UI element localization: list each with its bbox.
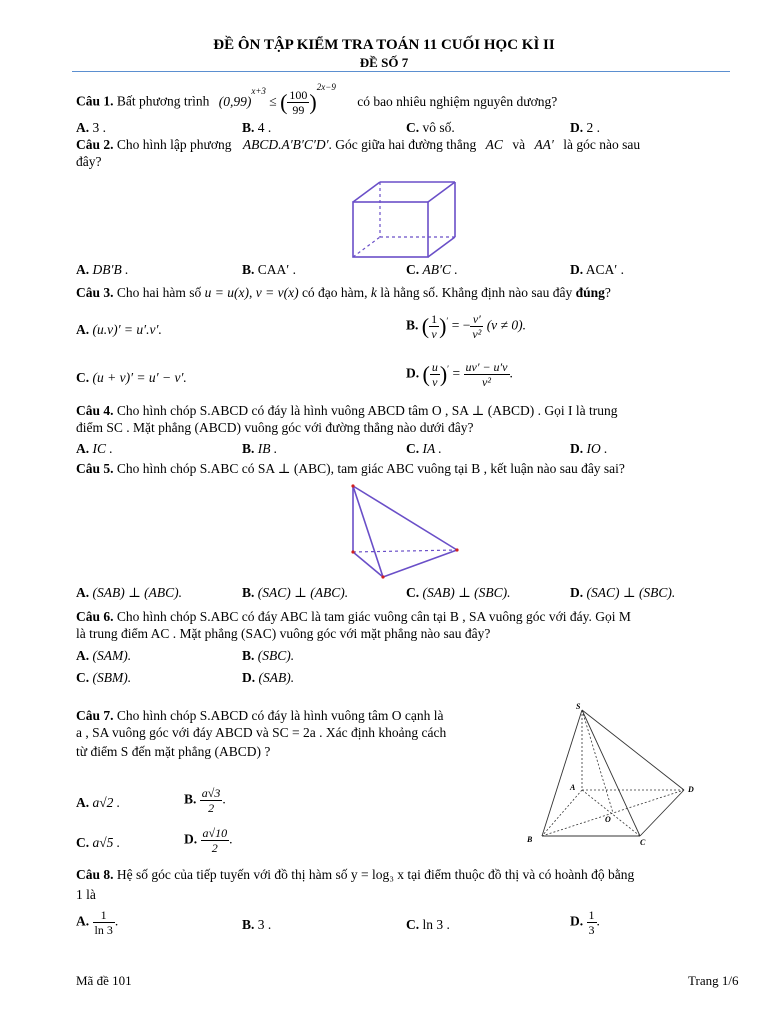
- q8-option-c[interactable]: C. ln 3 .: [406, 917, 450, 932]
- q2-option-a[interactable]: A. DB′B .: [76, 262, 129, 277]
- q2-option-b[interactable]: B. CAA′ .: [242, 262, 296, 277]
- question-6-cont: là trung điểm AC . Mặt phẳng (SAC) vuông góc với mặt phẳng nào sau đây?: [76, 626, 491, 641]
- question-1: Câu 1. Bất phương trình $(0,99)^{x+3}$ ≤ ( $\frac{100}{99}$ )$^{2x-9}$ có bao nhiêu nghiệm nguyên dương?: [76, 82, 558, 117]
- fig-label-c: C: [640, 838, 646, 846]
- question-4-cont: điểm SC . Mặt phẳng (ABCD) vuông góc với đường thẳng nào dưới đây?: [76, 420, 474, 435]
- fig-label-a: A: [570, 783, 576, 792]
- q6-option-d[interactable]: D. (SAB).: [242, 670, 295, 685]
- q1-option-c[interactable]: C. vô số.: [406, 120, 455, 135]
- page-subtitle: ĐỀ SỐ 7: [359, 55, 409, 70]
- q8-option-b[interactable]: B. 3 .: [242, 917, 272, 932]
- q8-option-d[interactable]: D. $\frac{1}{3}$ .: [570, 908, 600, 937]
- q7-option-d[interactable]: D. $\frac{a√10}{2}$ .: [184, 826, 233, 855]
- q7-option-b[interactable]: B. $\frac{a√3}{2}$ .: [184, 786, 226, 815]
- question-8: Câu 8. Hệ số góc của tiếp tuyến với đồ thị hàm số y = log₃ x tại điểm thuộc đồ thị và có hoành độ bằng: [76, 867, 635, 882]
- q3-option-d[interactable]: D. ( $\frac{u}{v}$ )′ = $\frac{uv' - u'v}{\text{v²}}$ .: [406, 360, 513, 389]
- question-6: Câu 6. Cho hình chóp S.ABC có đáy ABC là tam giác vuông cân tại B , SA vuông góc với đáy. Gọi M: [76, 609, 631, 624]
- fig-label-s: S: [576, 702, 581, 711]
- fig-label-b: B: [527, 835, 533, 844]
- question-2-cont: đây?: [76, 154, 102, 169]
- question-5: Câu 5. Cho hình chóp S.ABC có SA ⊥ (ABC), tam giác ABC vuông tại B , kết luận nào sau đây sai?: [76, 461, 625, 476]
- q5-option-d[interactable]: D. (SAC) ⊥ (SBC).: [570, 585, 676, 600]
- q5-option-a[interactable]: A. (SAB) ⊥ (ABC).: [76, 585, 183, 600]
- q3-option-b[interactable]: B. ( $\frac{1}{v}$ )′ = − $\frac{v'}{\text{v²}}$ (v ≠ 0).: [406, 312, 526, 341]
- question-4: Câu 4. Cho hình chóp S.ABCD có đáy là hình vuông ABCD tâm O , SA ⊥ (ABCD) . Gọi I là trung: [76, 403, 618, 418]
- question-7-cont-1: a , SA vuông góc với đáy ABCD và SC = 2a . Xác định khoảng cách: [76, 725, 447, 740]
- question-3: Câu 3. Cho hai hàm số u = u(x), v = v(x) có đạo hàm, k là hằng số. Khẳng định nào sau đây đúng?: [76, 285, 611, 300]
- question-7: Câu 7. Cho hình chóp S.ABCD có đáy là hình vuông tâm O cạnh là: [76, 708, 444, 723]
- header-divider: [72, 71, 730, 72]
- q5-option-c[interactable]: C. (SAB) ⊥ (SBC).: [406, 585, 511, 600]
- question-8-cont: 1 là: [76, 887, 96, 902]
- q4-option-b[interactable]: B. IB .: [242, 441, 278, 456]
- q4-option-c[interactable]: C. IA .: [406, 441, 442, 456]
- q7-option-c[interactable]: C. a√5 .: [76, 835, 121, 850]
- question-2: Câu 2. Cho hình lập phương ABCD.A′B′C′D′. Góc giữa hai đường thẳng AC và AA′ là góc nào sau: [76, 137, 641, 152]
- q4-option-d[interactable]: D. IO .: [570, 441, 608, 456]
- q5-option-b[interactable]: B. (SAC) ⊥ (ABC).: [242, 585, 349, 600]
- q3-option-c[interactable]: C. (u + v)′ = u′ − v′.: [76, 370, 187, 385]
- question-7-cont-2: từ điểm S đến mặt phẳng (ABCD) ?: [76, 744, 271, 759]
- q1-option-b[interactable]: B. 4 .: [242, 120, 272, 135]
- footer-page-number: Trang 1/6: [688, 973, 739, 988]
- q7-option-a[interactable]: A. a√2 .: [76, 795, 121, 810]
- q6-option-a[interactable]: A. (SAM).: [76, 648, 132, 663]
- q4-option-a[interactable]: A. IC .: [76, 441, 113, 456]
- q1-option-d[interactable]: D. 2 .: [570, 120, 600, 135]
- pyramid-abc-figure: [345, 482, 463, 582]
- fig-label-o: O: [605, 815, 611, 824]
- q1-option-a[interactable]: A. 3 .: [76, 120, 106, 135]
- q3-option-a[interactable]: A. (u.v)′ = u′.v′.: [76, 322, 162, 337]
- q6-option-b[interactable]: B. (SBC).: [242, 648, 295, 663]
- cube-figure: [345, 178, 460, 260]
- q2-option-d[interactable]: D. ACA′ .: [570, 262, 624, 277]
- page-title: ĐỀ ÔN TẬP KIỂM TRA TOÁN 11 CUỐI HỌC KÌ II: [213, 37, 555, 53]
- q8-option-a[interactable]: A. $\frac{1}{\ln 3}$ .: [76, 908, 119, 937]
- q2-option-c[interactable]: C. AB′C .: [406, 262, 458, 277]
- footer-exam-code: Mã đề 101: [76, 973, 132, 988]
- q6-option-c[interactable]: C. (SBM).: [76, 670, 132, 685]
- fig-label-d: D: [688, 785, 694, 794]
- pyramid-abcd-figure: [522, 700, 702, 846]
